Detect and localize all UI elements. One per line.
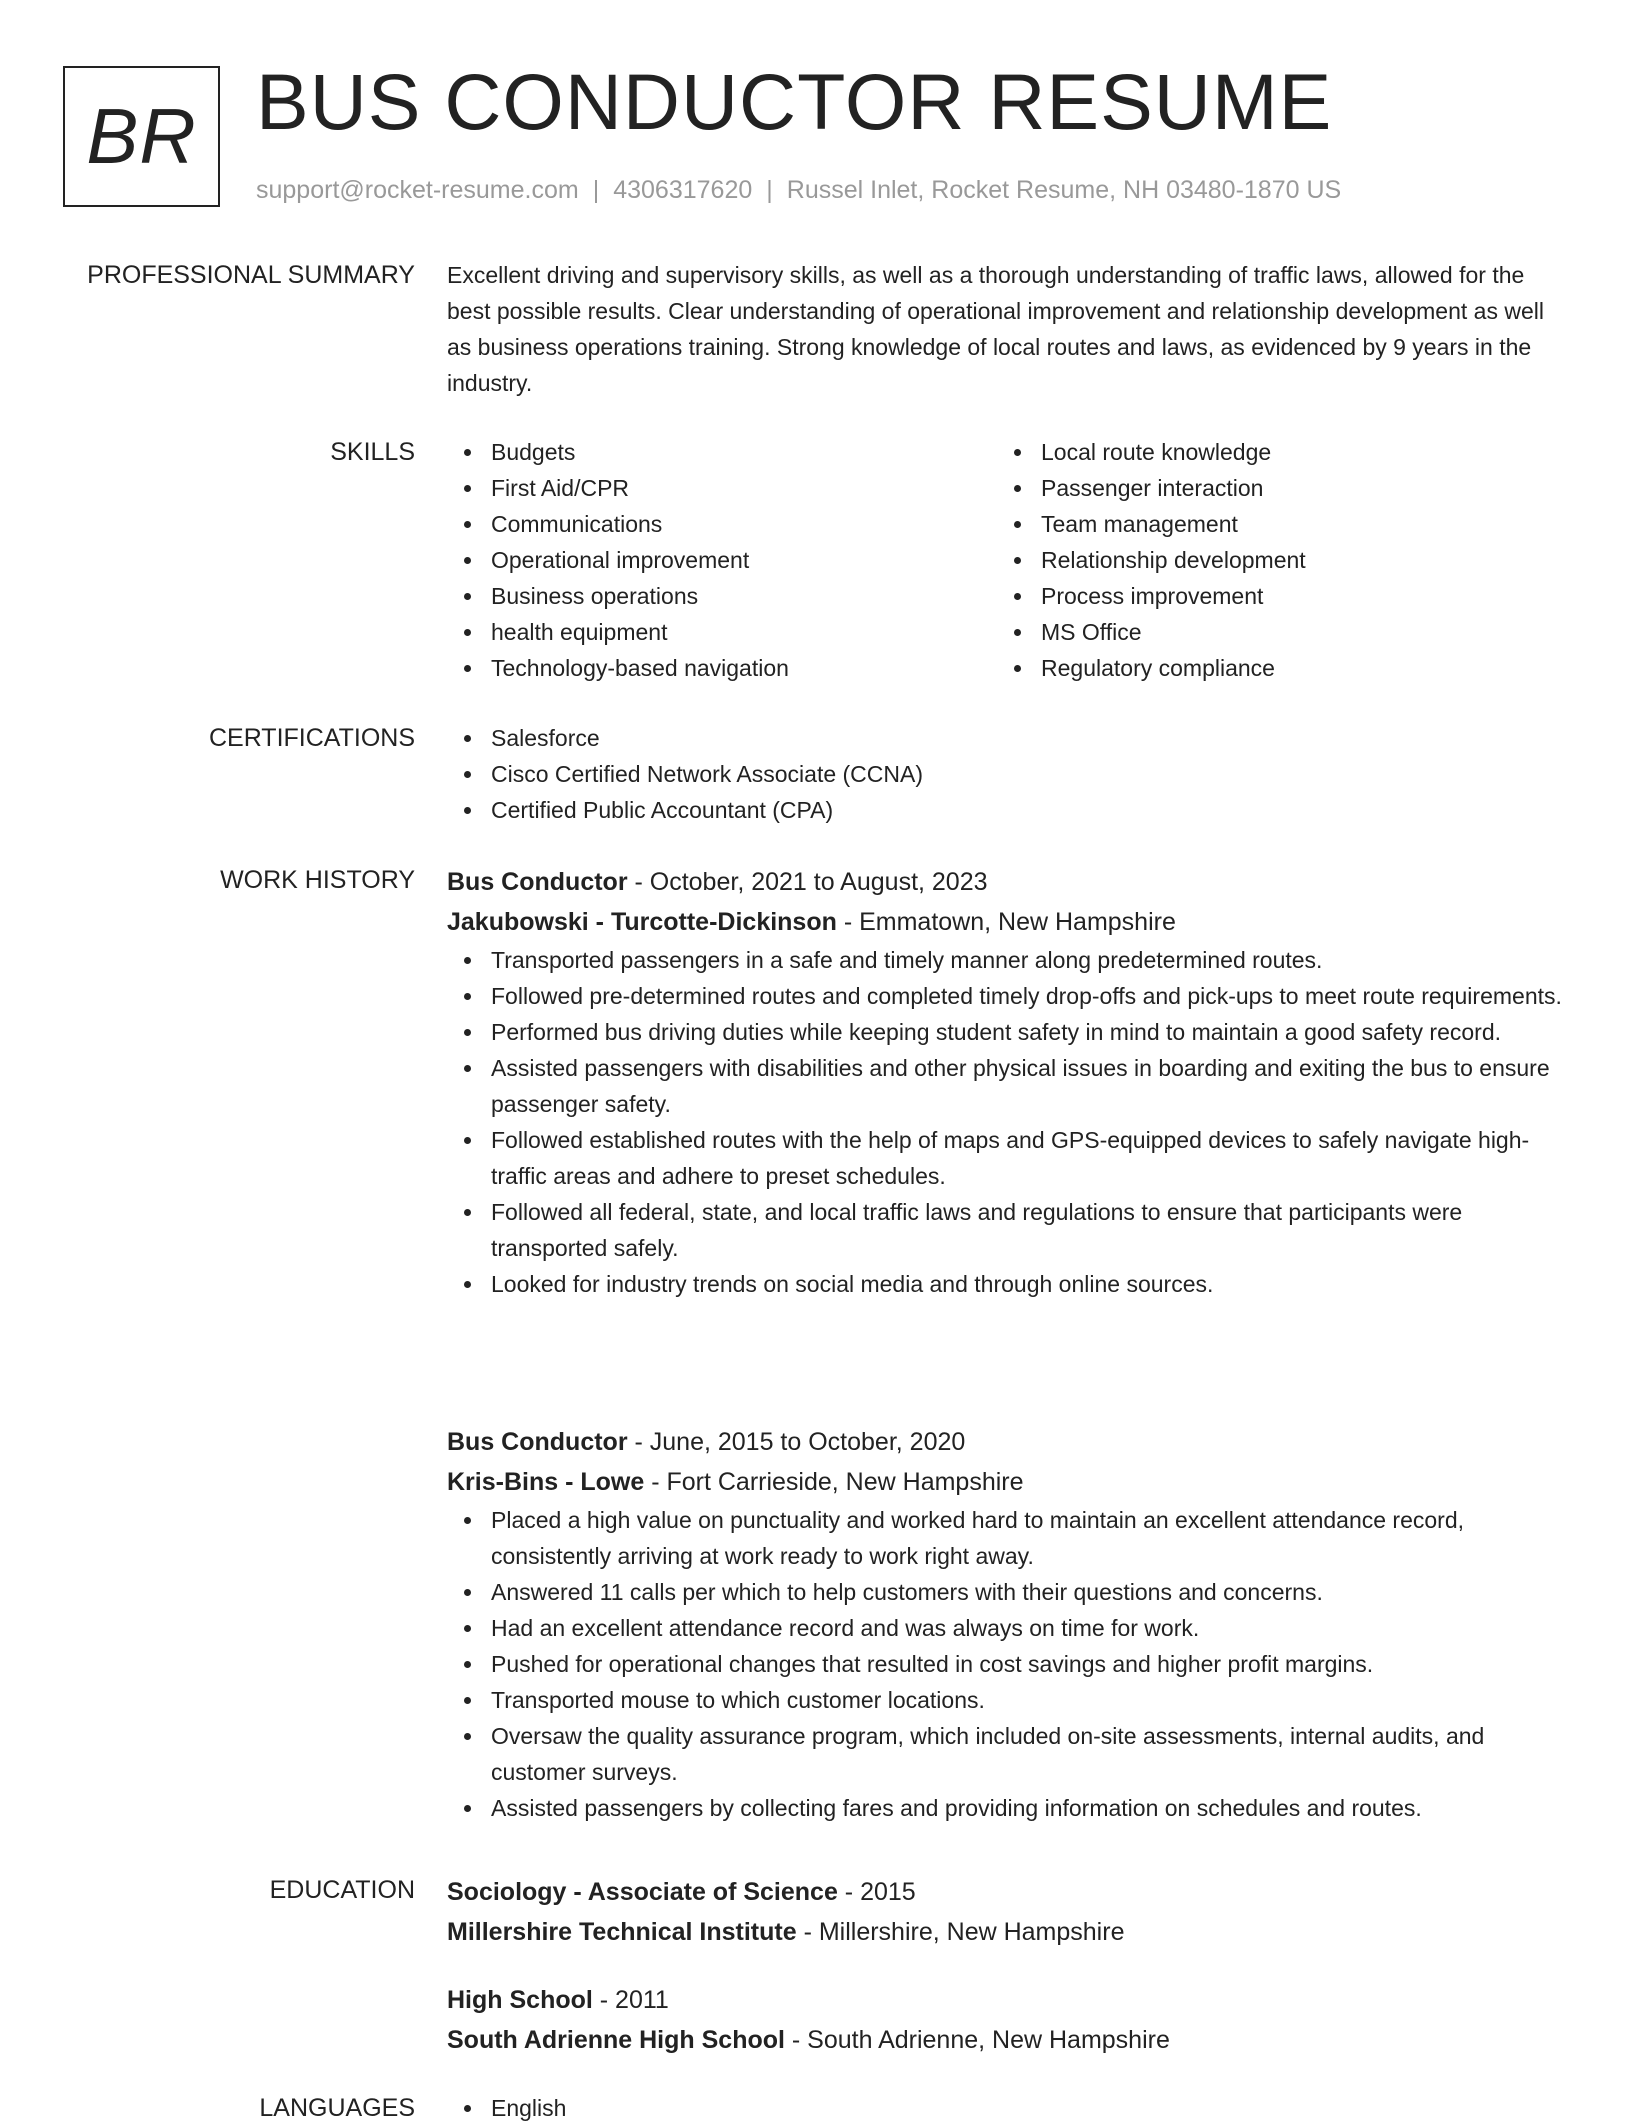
section-label-certifications: CERTIFICATIONS	[208, 724, 415, 752]
skill-item: Process improvement	[997, 578, 1547, 614]
degree-name: Sociology - Associate of Science	[447, 1878, 838, 1906]
skill-item: Budgets	[447, 434, 997, 470]
job-duty-item: Oversaw the quality assurance program, which included on-site assessments, internal audits, and customer surveys.	[447, 1718, 1567, 1790]
school-line	[447, 2020, 1567, 2060]
job-dates: - June, 2015 to October, 2020	[627, 1428, 966, 1456]
section-label-summary: PROFESSIONAL SUMMARY	[87, 261, 415, 289]
degree-line	[447, 1980, 1567, 2020]
skill-item: Business operations	[447, 578, 997, 614]
skill-item: Team management	[997, 506, 1547, 542]
contact-phone: 4306317620	[613, 176, 753, 204]
skill-item: MS Office	[997, 614, 1547, 650]
school-location: - Millershire, New Hampshire	[796, 1918, 1125, 1946]
section-label-education: EDUCATION	[269, 1876, 415, 1904]
certifications-list	[447, 720, 1567, 828]
education-entry	[447, 1980, 1567, 2060]
skill-item: health equipment	[447, 614, 997, 650]
contact-separator: |	[592, 176, 600, 204]
job-duty-item: Followed all federal, state, and local traffic laws and regulations to ensure that participants were transported safely.	[447, 1194, 1567, 1266]
language-item: English	[447, 2090, 1567, 2126]
job-company-line	[447, 902, 1567, 942]
job-duties-list	[447, 942, 1567, 1302]
certification-item: Salesforce	[447, 720, 1567, 756]
job-duty-item: Placed a high value on punctuality and worked hard to maintain an excellent attendance record, consistently arriving at work ready to work right away.	[447, 1502, 1567, 1574]
section-label-languages: LANGUAGES	[259, 2094, 415, 2122]
job-location: - Emmatown, New Hampshire	[836, 908, 1176, 936]
job-duty-item: Answered 11 calls per which to help customers with their questions and concerns.	[447, 1574, 1567, 1610]
job-duty-item: Performed bus driving duties while keeping student safety in mind to maintain a good safety record.	[447, 1014, 1567, 1050]
job-entry	[447, 1422, 1567, 1826]
skills-list-right	[997, 434, 1547, 686]
skill-item: Passenger interaction	[997, 470, 1547, 506]
job-duty-item: Transported mouse to which customer locations.	[447, 1682, 1567, 1718]
job-title: Bus Conductor	[447, 1428, 628, 1456]
job-duties-list	[447, 1502, 1567, 1826]
skills-list-left	[447, 434, 997, 686]
languages-list	[447, 2090, 1567, 2126]
degree-name: High School	[447, 1986, 593, 2014]
job-title: Bus Conductor	[447, 868, 628, 896]
job-duty-item: Pushed for operational changes that resulted in cost savings and higher profit margins.	[447, 1646, 1567, 1682]
certification-item: Certified Public Accountant (CPA)	[447, 792, 1567, 828]
job-duty-item: Followed pre-determined routes and completed timely drop-offs and pick-ups to meet route requirements.	[447, 978, 1567, 1014]
job-duty-item: Transported passengers in a safe and timely manner along predetermined routes.	[447, 942, 1567, 978]
skill-item: Operational improvement	[447, 542, 997, 578]
skill-item: Technology-based navigation	[447, 650, 997, 686]
job-duty-item: Assisted passengers with disabilities and other physical issues in boarding and exiting the bus to ensure passenger safety.	[447, 1050, 1567, 1122]
contact-address: Russel Inlet, Rocket Resume, NH 03480-1870 US	[786, 176, 1342, 204]
contact-line	[256, 176, 1341, 205]
job-company: Kris-Bins - Lowe	[447, 1468, 645, 1496]
skill-item: Regulatory compliance	[997, 650, 1547, 686]
summary-text: Excellent driving and supervisory skills, as well as a thorough understanding of traffic laws, allowed for the best possible results. Clear understanding of operational improvement and relationship development as well as business operations training. Strong knowledge of local routes and laws, as evidenced by 9 years in the industry.	[447, 262, 1544, 396]
monogram-badge: BR	[63, 66, 220, 207]
contact-email: support@rocket-resume.com	[256, 176, 579, 204]
school-name: Millershire Technical Institute	[447, 1918, 797, 1946]
resume-title: BUS CONDUCTOR RESUME	[256, 57, 1333, 146]
degree-year: - 2015	[837, 1878, 916, 1906]
skill-item: First Aid/CPR	[447, 470, 997, 506]
skill-item: Communications	[447, 506, 997, 542]
job-entry	[447, 862, 1567, 1302]
contact-separator: |	[766, 176, 773, 204]
job-title-line	[447, 1422, 1567, 1462]
job-duty-item: Looked for industry trends on social media and through online sources.	[447, 1266, 1567, 1302]
job-title-line	[447, 862, 1567, 902]
job-location: - Fort Carrieside, New Hampshire	[644, 1468, 1024, 1496]
degree-line	[447, 1872, 1567, 1912]
skill-item: Local route knowledge	[997, 434, 1547, 470]
education-entry	[447, 1872, 1567, 1952]
school-location: - South Adrienne, New Hampshire	[784, 2026, 1170, 2054]
section-label-skills: SKILLS	[330, 438, 415, 466]
job-dates: - October, 2021 to August, 2023	[627, 868, 988, 896]
school-line	[447, 1912, 1567, 1952]
degree-year: - 2011	[592, 1986, 669, 2014]
job-duty-item: Assisted passengers by collecting fares and providing information on schedules and routes.	[447, 1790, 1567, 1826]
skill-item: Relationship development	[997, 542, 1547, 578]
section-label-work-history: WORK HISTORY	[220, 866, 415, 894]
job-company-line	[447, 1462, 1567, 1502]
job-duty-item: Followed established routes with the help of maps and GPS-equipped devices to safely navigate high-traffic areas and adhere to preset schedules.	[447, 1122, 1567, 1194]
certification-item: Cisco Certified Network Associate (CCNA)	[447, 756, 1567, 792]
job-company: Jakubowski - Turcotte-Dickinson	[447, 908, 837, 936]
job-duty-item: Had an excellent attendance record and was always on time for work.	[447, 1610, 1567, 1646]
school-name: South Adrienne High School	[447, 2026, 785, 2054]
